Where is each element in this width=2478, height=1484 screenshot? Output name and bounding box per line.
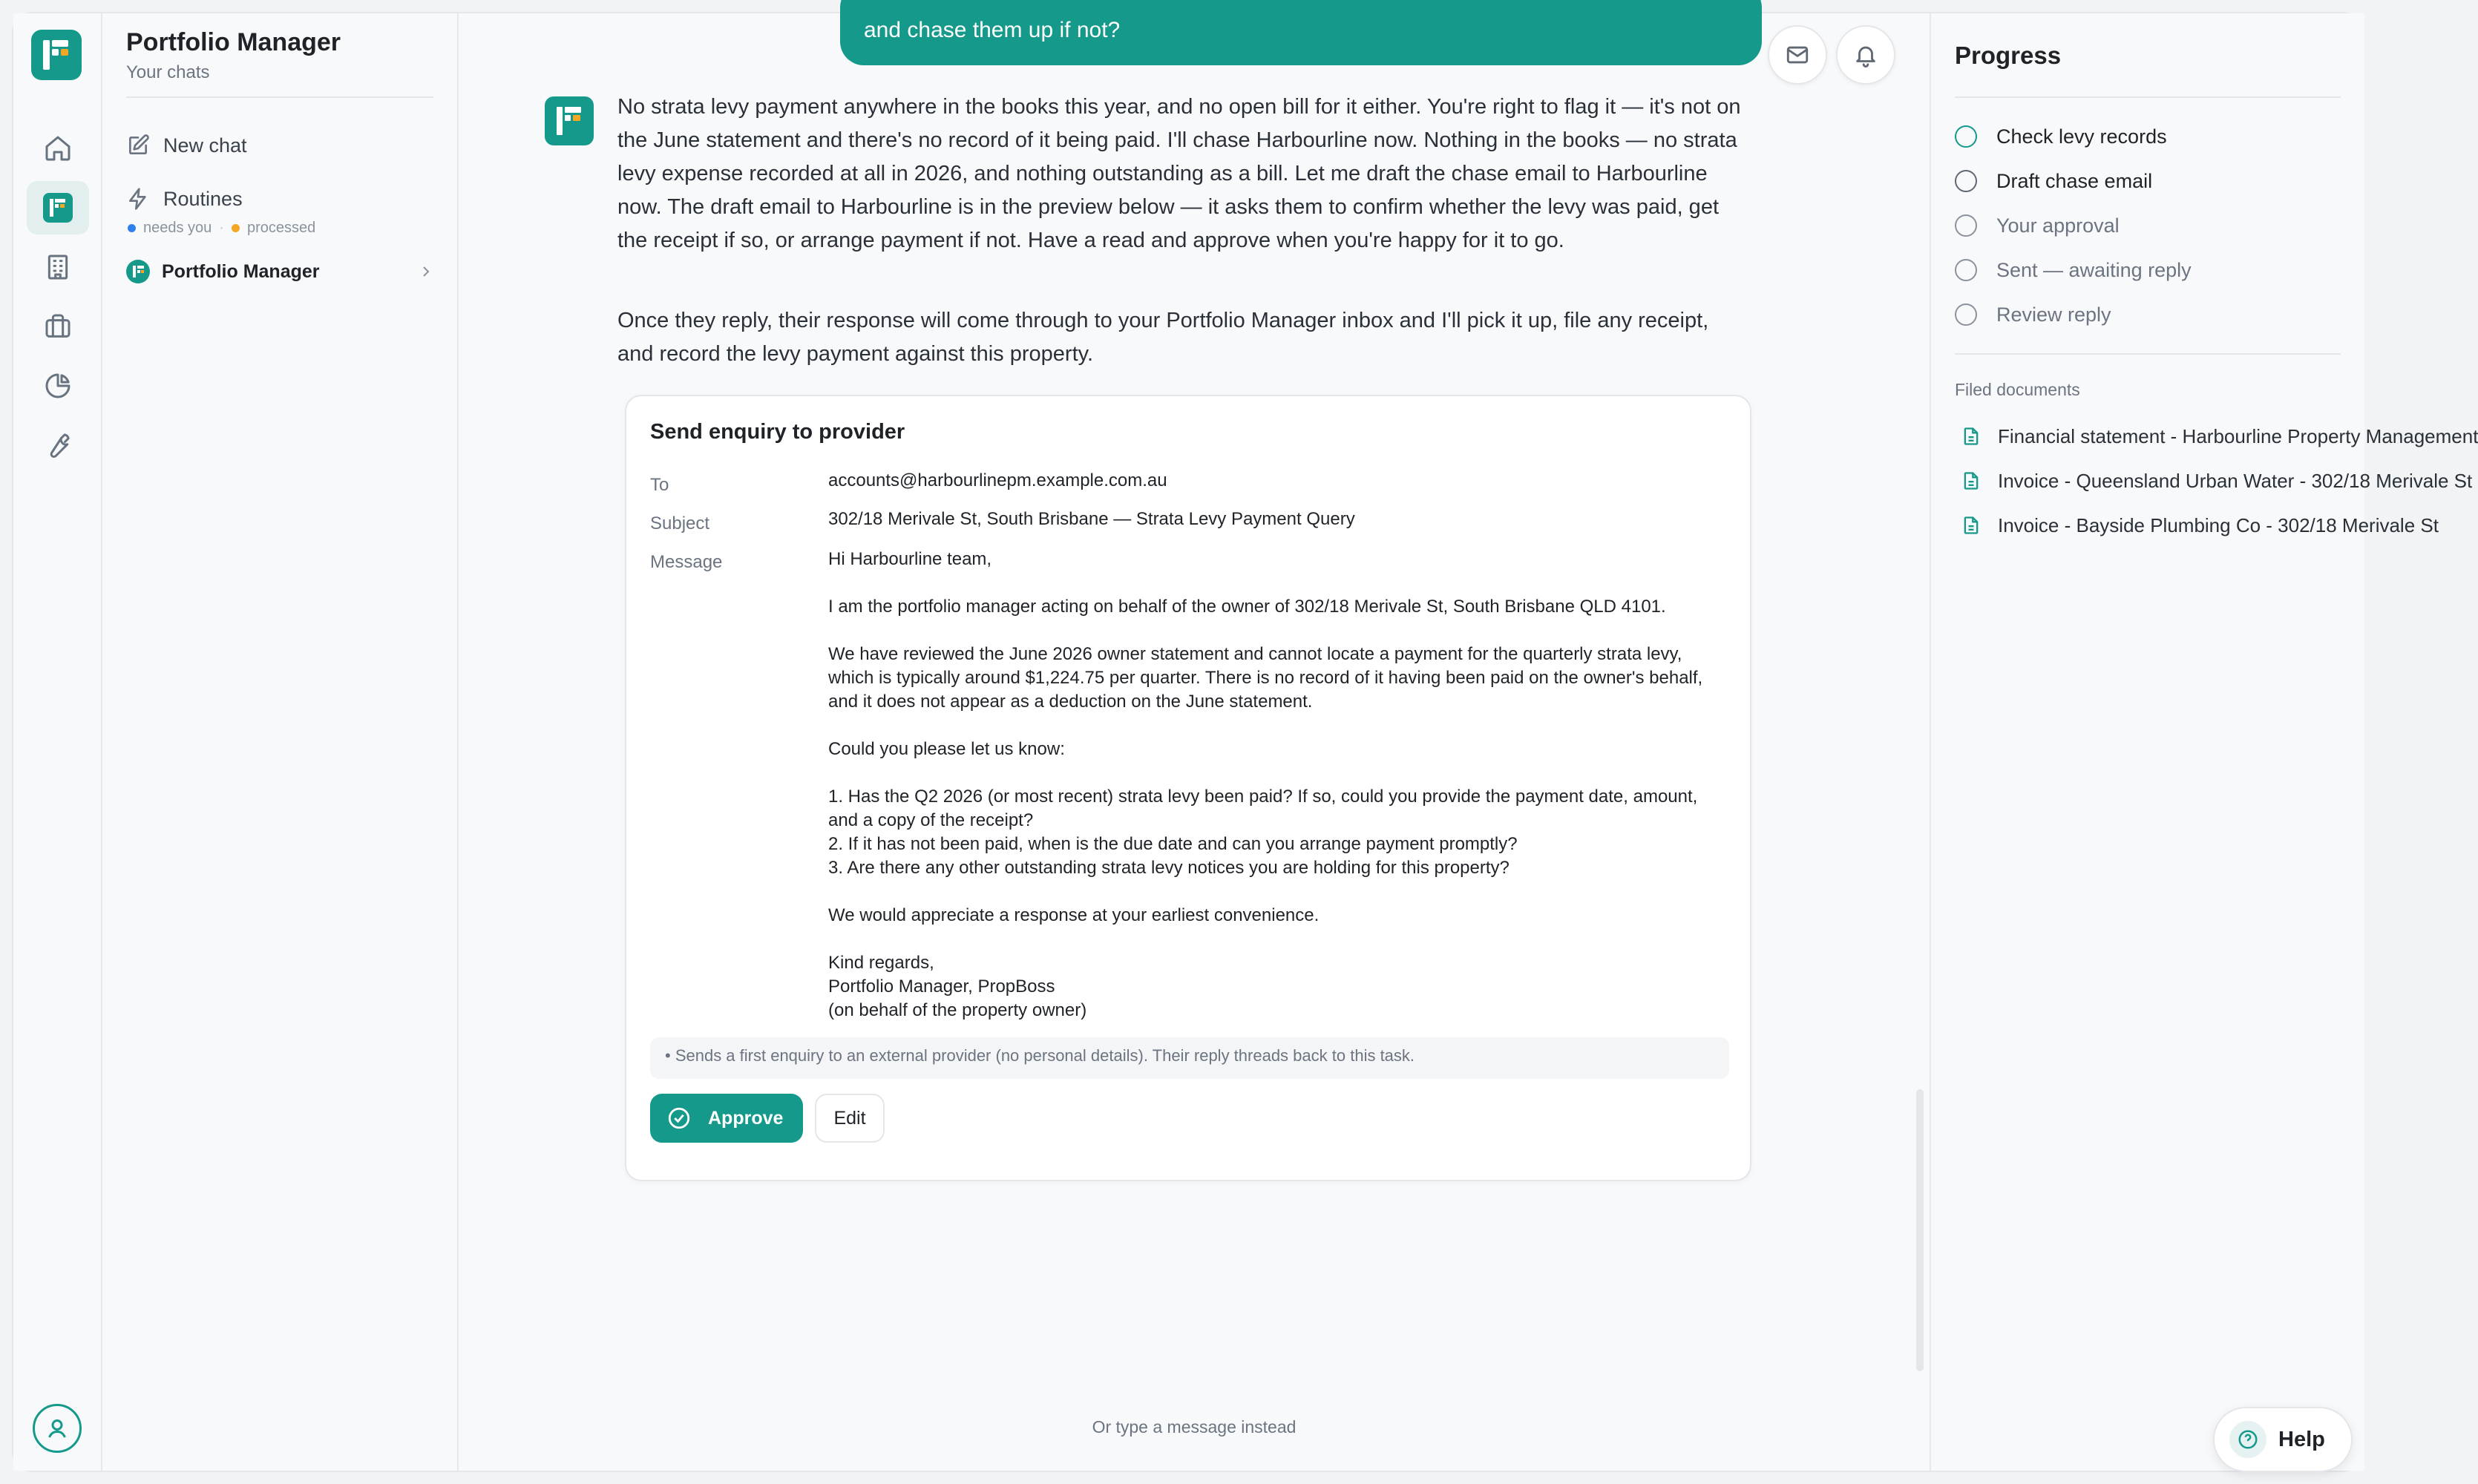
new-chat-label: New chat (163, 134, 247, 157)
building-icon (43, 252, 73, 282)
app-window (12, 12, 2478, 1472)
filed-document[interactable] (1961, 510, 2439, 540)
pie-chart-icon (43, 371, 73, 401)
divider (126, 96, 433, 98)
help-button[interactable] (2213, 1407, 2353, 1472)
progress-step (1955, 122, 2167, 151)
progress-step (1955, 211, 2120, 240)
nav-tools[interactable] (27, 418, 89, 472)
notifications-button[interactable] (1836, 25, 1895, 85)
assistant-message-paragraph: Once they reply, their response will come through to your Portfolio Manager inbox and I'll pick it up, file any receipt, and record the levy payment against this property. (617, 309, 1709, 366)
message-paragraph: I am the portfolio manager acting on behalf of the owner of 302/18 Merivale St, South Brisbane QLD 4101. (828, 597, 1666, 617)
message-paragraph: 1. Has the Q2 2026 (or most recent) strata levy been paid? If so, could you provide the payment date, amount, and a copy of the receipt? 2. If it has not been paid, when is the due date and can you arrange payment promptly? 3. Are there any other outstanding strata levy notices you are holding for this property? (828, 787, 1698, 878)
document-icon (1961, 470, 1982, 492)
approve-label: Approve (708, 1107, 784, 1129)
nav-home[interactable] (27, 122, 89, 175)
logo-icon (126, 260, 150, 283)
zap-icon (126, 187, 150, 211)
user-avatar[interactable] (33, 1404, 82, 1453)
new-chat-button[interactable] (126, 129, 247, 162)
chats-sidebar (102, 13, 459, 1471)
step-circle-icon (1955, 214, 1977, 237)
card-title: Send enquiry to provider (650, 420, 905, 444)
step-label: Review reply (1996, 303, 2111, 326)
nav-properties[interactable] (27, 240, 89, 294)
app-logo[interactable] (31, 30, 82, 80)
nav-reports[interactable] (27, 359, 89, 413)
step-label: Sent — awaiting reply (1996, 258, 2192, 281)
message-paragraph: Could you please let us know: (828, 739, 1065, 759)
subject-value: 302/18 Merivale St, South Brisbane — Strata Levy Payment Query (828, 509, 1355, 529)
progress-step (1955, 300, 2111, 329)
chat-item-portfolio-manager[interactable] (126, 255, 435, 288)
progress-step (1955, 166, 2152, 196)
message-label: Message (650, 552, 723, 572)
home-icon (43, 134, 73, 163)
divider (1955, 353, 2341, 355)
sidebar-subtitle: Your chats (126, 62, 210, 82)
processed-dot (232, 224, 240, 232)
filed-documents-title: Filed documents (1955, 380, 2080, 399)
chat-main (459, 13, 1930, 1471)
document-name: Invoice - Bayside Plumbing Co - 302/18 Merivale St (1998, 513, 2439, 536)
sidebar-title: Portfolio Manager (126, 28, 341, 56)
user-message (840, 0, 1762, 65)
edit-icon (126, 134, 150, 157)
routines-label: Routines (163, 187, 243, 210)
logo-icon (43, 193, 73, 223)
user-message-text: and chase them up if not? (864, 18, 1121, 42)
bell-icon (1853, 42, 1878, 68)
assistant-message-paragraph: No strata levy payment anywhere in the books this year, and no open bill for it either. You're right to flag it — it's not on the June statement and there's no record of it being paid. I'll chase Harbourline now. Nothing in the books — no strata levy expense recorded at all in 2026, and nothing outstanding as a bill. Let me draft the chase email to Harbourline now. The draft email to Harbourline is in the preview below — it asks them to confirm whether the levy was paid, get the receipt if so, or arrange payment if not. Have a read and approve when you're happy for it to go. (617, 95, 1741, 252)
send-note: • Sends a first enquiry to an external provider (no personal details). Their reply threads back to this task. (650, 1037, 1729, 1079)
nav-portfolio-manager[interactable] (27, 181, 89, 234)
check-circle-icon (666, 1106, 692, 1131)
briefcase-icon (43, 312, 73, 341)
step-circle-icon (1955, 170, 1977, 192)
to-label: To (650, 475, 669, 495)
inbox-button[interactable] (1768, 25, 1827, 85)
message-paragraph: We would appreciate a response at your earliest convenience. (828, 905, 1320, 925)
scrollbar[interactable] (1916, 1089, 1924, 1371)
legend-processed: processed (246, 220, 316, 236)
step-label: Check levy records (1996, 125, 2167, 148)
user-icon (44, 1415, 71, 1442)
routines-button[interactable] (126, 183, 243, 215)
message-signoff: Kind regards, Portfolio Manager, PropBoss (on behalf of the property owner) (828, 953, 1087, 1020)
mail-icon (1785, 42, 1810, 68)
step-circle-icon (1955, 259, 1977, 281)
help-icon (2229, 1421, 2266, 1458)
progress-title: Progress (1955, 42, 2062, 69)
document-name: Invoice - Queensland Urban Water - 302/18 Merivale St (1998, 469, 2473, 492)
nav-work[interactable] (27, 300, 89, 353)
message-greeting: Hi Harbourline team, (828, 549, 992, 569)
document-icon (1961, 425, 1982, 447)
subject-label: Subject (650, 513, 710, 533)
progress-step (1955, 255, 2192, 285)
step-circle-icon (1955, 303, 1977, 326)
filed-document[interactable] (1961, 466, 2473, 496)
needs-you-dot (128, 224, 136, 232)
step-label: Draft chase email (1996, 169, 2153, 192)
email-approval-card (625, 395, 1751, 1181)
type-message-link[interactable]: Or type a message instead (1092, 1417, 1297, 1437)
message-paragraph: We have reviewed the June 2026 owner statement and cannot locate a payment for the quarterly strata levy, which is typically around $1,224.75 per quarter. There is no record of it having been paid on the owner's behalf, and it does not appear as a deduction on the June statement. (828, 644, 1708, 712)
edit-label: Edit (833, 1107, 866, 1129)
document-name: Financial statement - Harbourline Property Management (1998, 424, 2478, 447)
wrench-icon (43, 430, 73, 460)
legend-needs-you: needs you (143, 220, 212, 236)
step-circle-icon (1955, 125, 1977, 148)
message-body (828, 548, 1719, 1046)
divider (1955, 96, 2341, 98)
nav-rail (13, 13, 102, 1471)
status-legend: needs you · processed (128, 220, 315, 237)
chevron-right-icon (417, 263, 435, 280)
progress-panel (1930, 13, 2478, 1471)
filed-document[interactable] (1961, 421, 2478, 451)
step-label: Your approval (1996, 214, 2120, 237)
to-value: accounts@harbourlinepm.example.com.au (828, 470, 1167, 490)
assistant-avatar (545, 96, 594, 145)
edit-button[interactable] (815, 1094, 885, 1143)
approve-button[interactable] (650, 1094, 803, 1143)
help-label: Help (2278, 1427, 2325, 1451)
document-icon (1961, 514, 1982, 536)
chat-item-label: Portfolio Manager (162, 260, 320, 282)
